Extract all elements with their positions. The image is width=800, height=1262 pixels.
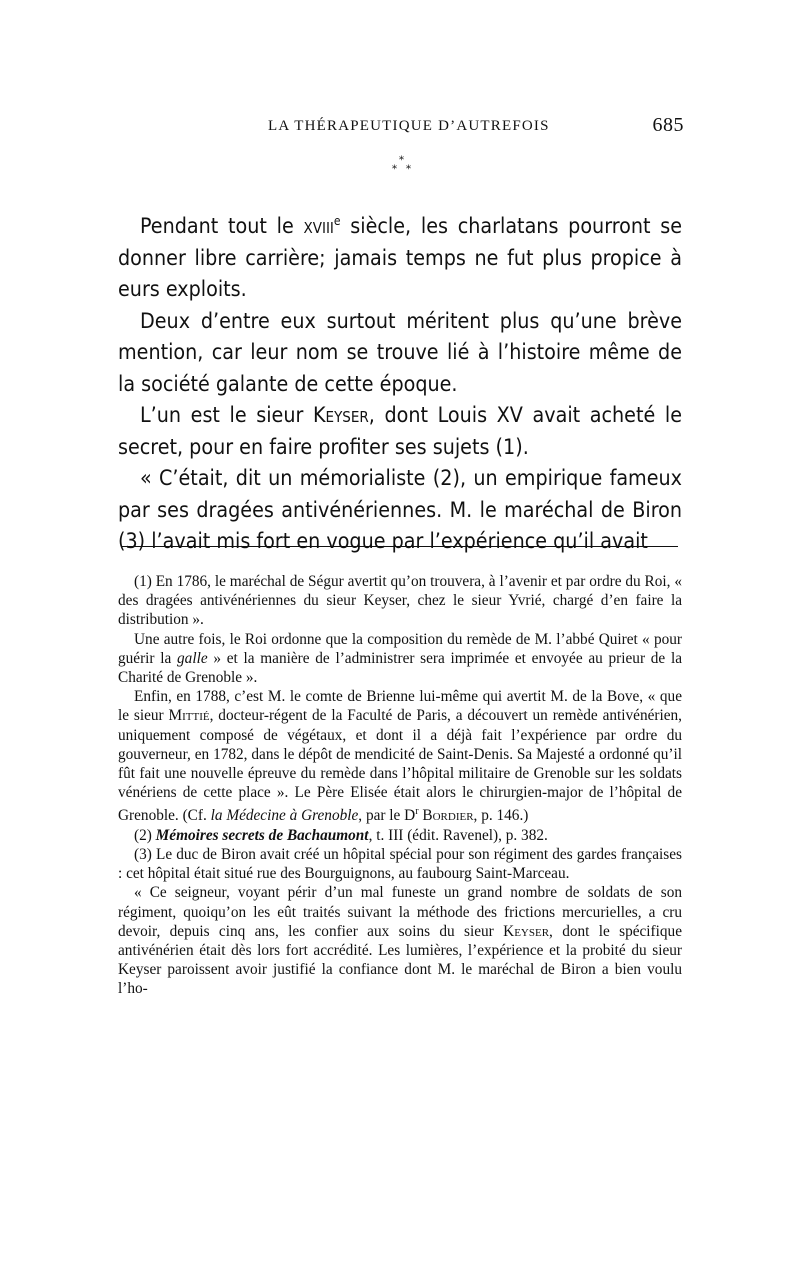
ornament-star: *: [392, 164, 397, 175]
ornament-star: *: [399, 155, 404, 166]
footnotes: [118, 572, 682, 999]
person-name: Keyser: [312, 403, 369, 429]
author-name: Bordier: [418, 807, 474, 825]
footnote-divider: [121, 546, 678, 547]
main-text: [118, 206, 682, 558]
paragraph: « C’était, dit un mémorialiste (2), un empirique fameux par ses dragées antivénériennes. M. le maréchal de Biron (3) l’avait mis fort en vogue par l’expérience qu’il avait: [118, 466, 682, 555]
paragraph: Pendant tout le xviii$^e$ siècle, les charlatans pourront se donner libre carrière; jamais temps ne fut plus propice à eurs exploits.: [118, 214, 682, 303]
running-title: LA THÉRAPEUTIQUE D’AUTREFOIS: [268, 118, 550, 134]
book-title: Mémoires secrets de Bachaumont: [155, 826, 369, 844]
footnote: (1) En 1786, le maréchal de Ségur avertit qu’on trouvera, à l’avenir et par ordre du Roi, « des dragées antivénériennes du sieur Keyser, chez le sieur Yvrié, chargé d’en faire la distribution ».: [118, 573, 682, 629]
century-numeral: xviii: [303, 214, 334, 240]
ornament-star: *: [406, 164, 411, 175]
person-name: Mittié: [168, 707, 210, 725]
section-ornament: [385, 155, 425, 185]
running-header: [118, 114, 686, 142]
footnote: « Ce seigneur, voyant périr d’un mal funeste un grand nombre de soldats de son régiment, quoiqu’on les eût traités suivant la méthode des frictions mercurielles, a cru devoir, depuis cinq ans, les confier aux soins du sieur Keyser, dont le spécifique antivénérien était dès lors fort accrédité. Les lumières, l’expérience et la probité du sieur Keyser paroissent avoir justifié la confiance dont M. le maréchal de Biron a bien voulu l’ho-: [118, 884, 682, 998]
paragraph: Deux d’entre eux surtout méritent plus qu’une brève mention, car leur nom se trouve lié à l’histoire même de la société galante de cette époque.: [118, 308, 682, 397]
footnote: (3) Le duc de Biron avait créé un hôpital spécial pour son régiment des gardes françaises : cet hôpital était situé rue des Bourguignons, au faubourg Saint-Marceau.: [118, 845, 682, 883]
paragraph: L’un est le sieur Keyser, dont Louis XV avait acheté le secret, pour en faire profiter ses sujets (1).: [118, 403, 682, 460]
footnote: Enfin, en 1788, c’est M. le comte de Brienne lui-même qui avertit M. de la Bove, « que le sieur Mittié, docteur-régent de la Faculté de Paris, a découvert un remède antivénérien, uniquement composé de végétaux, et dont il a déjà fait l’expérience par ordre du gouverneur, en 1782, dans le dépôt de mendicité de Saint-Denis. Sa Majesté a ordonné qu’il fût fait une nouvelle épreuve du remède dans l’hôpital militaire de Grenoble sur les soldats vénériens de cette place ». Le Père Elisée était alors le chirurgien-major de l’hôpital de Grenoble. (Cf. la Médecine à Grenoble, par le $D^r$ Bordier, p. 146.): [118, 688, 682, 825]
page-number: 685: [652, 114, 684, 136]
footnote: Une autre fois, le Roi ordonne que la composition du remède de M. l’abbé Quiret « pour guérir la galle » et la manière de l’administrer sera imprimée et envoyée au prieur de la Charité de Grenoble ».: [118, 630, 682, 687]
footnote: (2) Mémoires secrets de Bachaumont, t. III (édit. Ravenel), p. 382.: [134, 826, 548, 844]
person-name: Keyser: [503, 922, 550, 940]
